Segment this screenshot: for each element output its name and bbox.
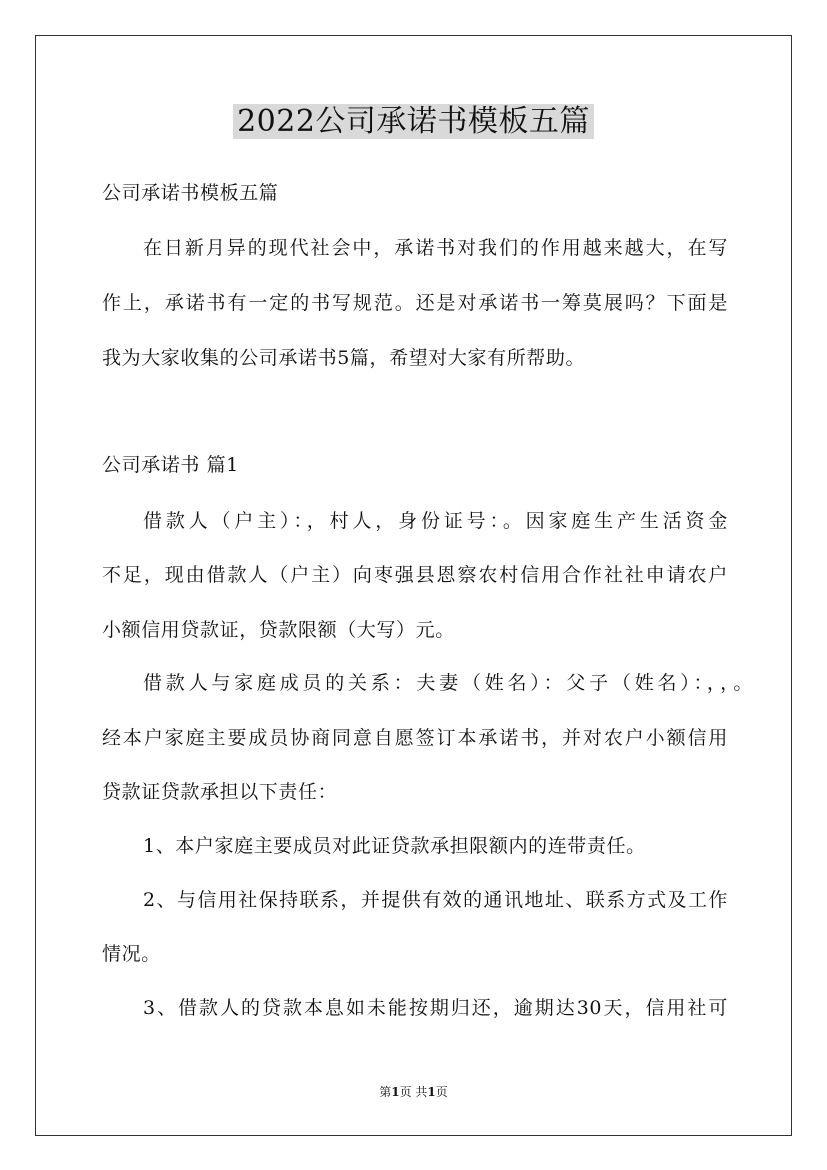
list-item-2-line-2: 情况。: [102, 943, 161, 965]
para1-line-1-text: 借款人（户主）：，村人，身份证号：。因家庭生产生活资金: [143, 510, 728, 532]
footer-mid: 页 共: [399, 1085, 428, 1099]
para2-line-2: 经本户家庭主要成员协商同意自愿签订本承诺书，并对农户小额信用: [102, 727, 728, 749]
footer-total-pages: 1: [427, 1085, 436, 1099]
intro-line-3: 我为大家收集的公司承诺书5篇，希望对大家有所帮助。: [102, 347, 586, 369]
page-footer: [0, 1084, 827, 1100]
para1-line-1: [143, 509, 728, 533]
list-item-2-line-1: 2、与信用社保持联系，并提供有效的通讯地址、联系方式及工作: [143, 889, 728, 911]
footer-suffix: 页: [435, 1085, 448, 1099]
document-title-text: 2022公司承诺书模板五篇: [233, 104, 594, 139]
footer-current-page: 1: [391, 1085, 400, 1099]
para1-line-3: 小额信用贷款证，贷款限额（大写）元。: [102, 619, 455, 641]
intro-line-1: 在日新月异的现代社会中，承诺书对我们的作用越来越大，在写: [143, 237, 728, 259]
intro-line-2: 作上，承诺书有一定的书写规范。还是对承诺书一筹莫展吗？下面是: [102, 292, 728, 314]
section-heading-1: 公司承诺书 篇1: [102, 454, 239, 476]
para2-line-1: 借款人与家庭成员的关系：夫妻（姓名）：父子（姓名）：，，。: [143, 672, 753, 694]
para2-line-3: 贷款证贷款承担以下责任：: [102, 781, 338, 803]
main-heading: 公司承诺书模板五篇: [102, 182, 279, 204]
footer-prefix: 第: [379, 1085, 392, 1099]
para1-line-2: 不足，现由借款人（户主）向枣强县恩察农村信用合作社社申请农户: [102, 564, 728, 586]
list-item-3-line-1: 3、借款人的贷款本息如未能按期归还，逾期达30天，信用社可: [143, 997, 728, 1019]
document-title: [0, 100, 827, 144]
list-item-1: 1、本户家庭主要成员对此证贷款承担限额内的连带责任。: [143, 835, 646, 857]
